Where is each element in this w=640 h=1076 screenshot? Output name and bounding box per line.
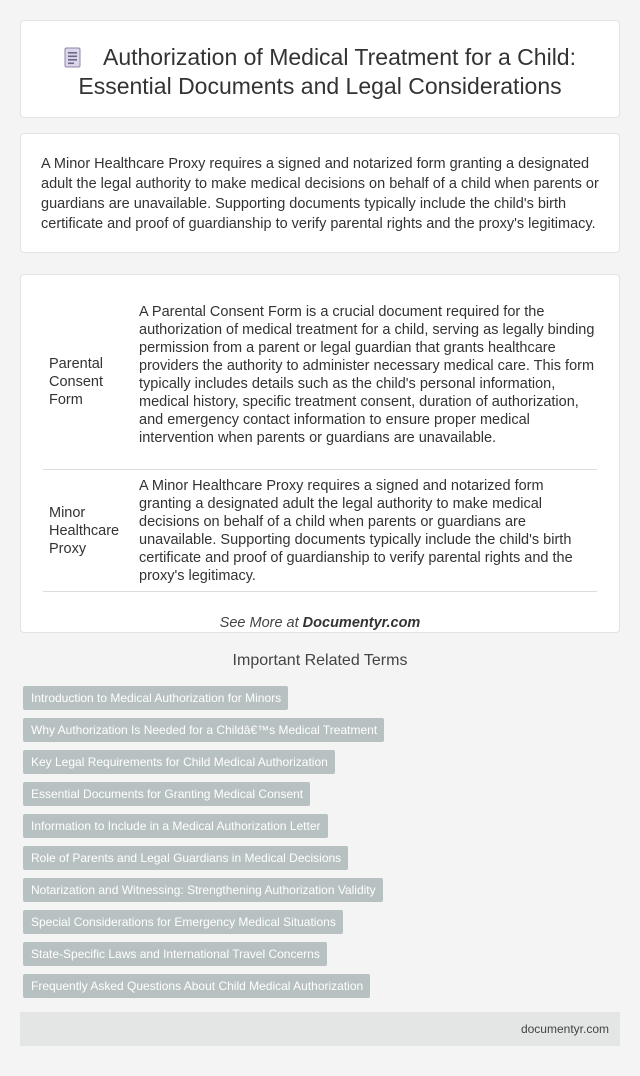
related-term-tag[interactable]: Essential Documents for Granting Medical Consent [23, 782, 310, 806]
page-title [45, 43, 595, 101]
related-term-tag[interactable]: Frequently Asked Questions About Child Medical Authorization [23, 974, 370, 998]
footer-site-link[interactable]: documentyr.com [520, 1022, 609, 1036]
see-more-prefix: See More at [219, 615, 303, 631]
related-term-tag[interactable]: Special Considerations for Emergency Medical Situations [23, 910, 343, 934]
footer [20, 1012, 620, 1046]
related-terms-heading: Important Related Terms [232, 652, 408, 669]
related-term-tag[interactable]: Key Legal Requirements for Child Medical Authorization [23, 750, 335, 774]
intro-text: A Minor Healthcare Proxy requires a signed and notarized form granting a designated adult the legal authority to make medical decisions on behalf of a child when parents or guardians are unavailable. Supporting documents typically include the child's birth certificate and proof of guardianship to verify parental rights and the proxy's legitimacy. [41, 156, 599, 232]
term-cell: Minor Healthcare Proxy [49, 504, 120, 557]
related-term-tag[interactable]: Information to Include in a Medical Authorization Letter [23, 814, 328, 838]
intro-card [20, 133, 620, 253]
related-term-tag[interactable]: State-Specific Laws and International Travel Concerns [23, 942, 327, 966]
related-term-tag[interactable]: Why Authorization Is Needed for a Childâ€™s Medical Treatment [23, 718, 384, 742]
related-term-tag[interactable]: Notarization and Witnessing: Strengthening Authorization Validity [23, 878, 383, 902]
related-term-tag[interactable]: Introduction to Medical Authorization for Minors [23, 686, 288, 710]
related-terms-list [23, 686, 617, 1006]
see-more-link[interactable] [43, 615, 597, 631]
related-term-tag[interactable]: Role of Parents and Legal Guardians in Medical Decisions [23, 846, 348, 870]
table-row [43, 470, 597, 592]
definitions-table [20, 274, 620, 633]
definition-cell: A Parental Consent Form is a crucial document required for the authorization of medical treatment for a child, serving as legally binding permission from a parent or legal guardian that grants healthcare providers the authority to administer necessary medical care. This form typically includes details such as the child's personal information, medical history, specific treatment consent, duration of authorization, and emergency contact information to ensure proper medical intervention when parents or guardians are unavailable. [139, 304, 595, 446]
see-more-site[interactable]: Documentyr.com [302, 615, 421, 631]
page-title-text: Authorization of Medical Treatment for a Child: Essential Documents and Legal Considerations [78, 44, 576, 99]
title-card [20, 20, 620, 118]
term-cell: Parental Consent Form [49, 356, 104, 408]
table-row [43, 295, 597, 470]
document-icon [64, 47, 81, 68]
definition-cell: A Minor Healthcare Proxy requires a signed and notarized form granting a designated adult the legal authority to make medical decisions on behalf of a child when parents or guardians are unavailable. Supporting documents typically include the child's birth certificate and proof of guardianship to verify parental rights and the proxy's legitimacy. [139, 478, 573, 584]
